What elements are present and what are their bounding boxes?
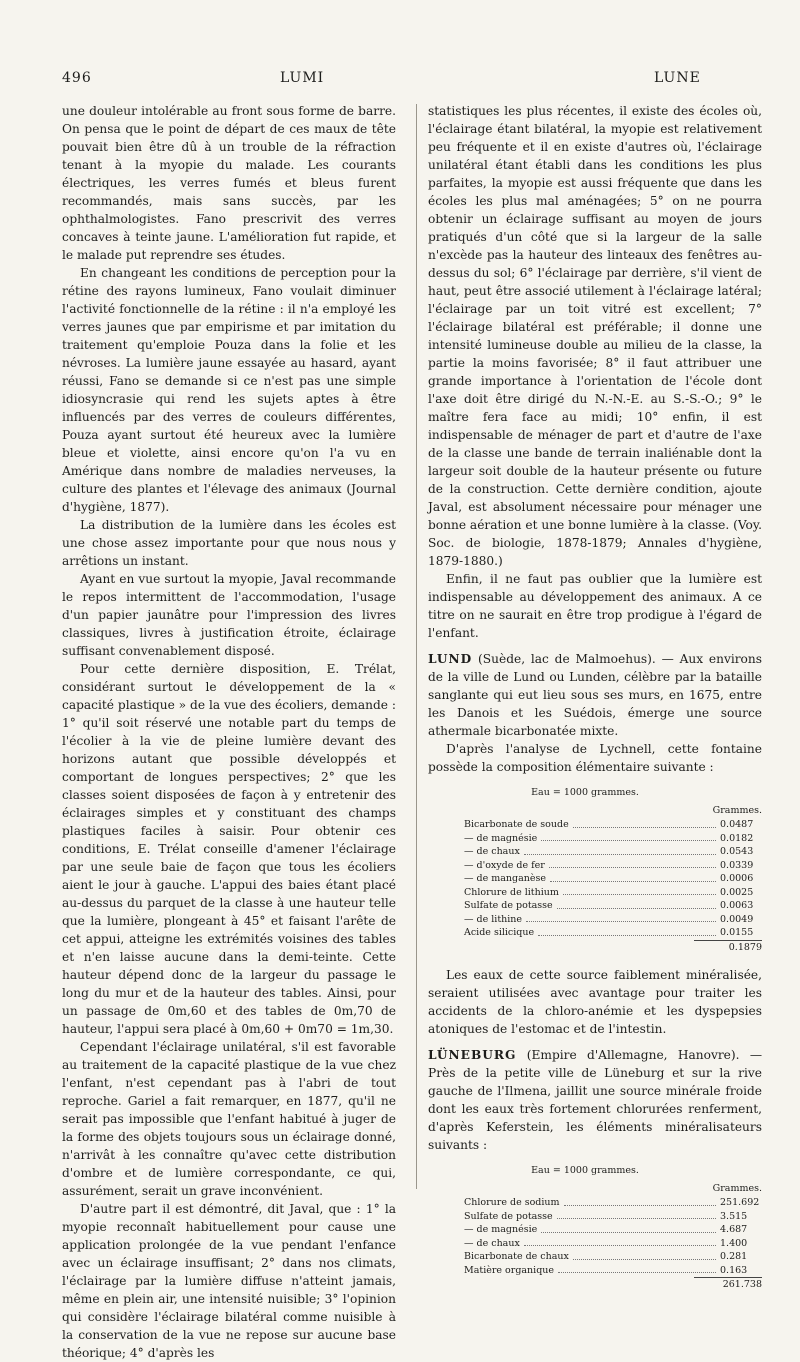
row-label: — de chaux xyxy=(464,1237,520,1249)
leader-dots xyxy=(573,818,716,828)
row-label: Sulfate de potasse xyxy=(464,900,553,911)
paragraph: Enfin, il ne faut pas oublier que la lumière est indispensable au développement des animaux. A ce titre on ne saurait en être trop prodigue à l'égard de l'enfant. xyxy=(428,572,762,640)
leader-dots xyxy=(563,886,716,896)
entry-lund xyxy=(428,650,762,740)
paragraph: statistiques les plus récentes, il existe des écoles où, l'éclairage étant bilatéral, la myopie est relativement peu fréquente et il en existe d'autres où, l'éclairage unilatéral étant établi dans les conditions les plus parfaites, la myopie est aussi fréquente que dans les écoles les plus mal aménagées; 5° on ne pourra obtenir un éclairage suffisant au moyen de jours pratiqués d'un côté que si la largeur de la salle n'excède pas la hauteur des linteaux des fenêtres au-dessus du sol; 6° l'éclairage par derrière, s'il vient de haut, peut être associé utilement à l'éclairage latéral; l'éclairage par un toit vitré est excellent; 7° l'éclairage bilatéral est préférable; il donne une intensité lumineuse double au milieu de la classe, la partie la moins favorisée; 8° il faut attribuer une grande importance à l'orientation de l'école dont l'axe doit être dirigé du N.-N.-E. au S.-S.-O.; 9° le maître fera face au midi; 10° enfin, il est indispensable de ménager de part et d'autre de l'axe de la classe une bande de terrain inaliénable dont la largeur soit double de la hauteur présente ou future de la construction. Cette dernière condition, ajoute Javal, est absolument nécessaire pour ménager une bonne aération et une bonne lumière à la classe. (Voy. Soc. de biologie, 1878-1879; Annales d'hygiène, 1879-1880.) xyxy=(428,104,762,568)
row-value: 0.0182 xyxy=(720,832,754,844)
leader-dots xyxy=(538,926,716,936)
table-row xyxy=(428,845,762,859)
table-row xyxy=(428,899,762,913)
left-column xyxy=(62,102,396,1362)
table-row xyxy=(428,1210,762,1224)
leader-dots xyxy=(557,1210,716,1220)
row-label: Bicarbonate de chaux xyxy=(464,1251,569,1262)
entry-luneburg xyxy=(428,1046,762,1154)
row-value: 3.515 xyxy=(720,1210,748,1222)
paragraph: Les eaux de cette source faiblement minéralisée, seraient utilisées avec avantage pour traiter les accidents de la chloro-anémie et les dyspepsies atoniques de l'estomac et de l'intestin. xyxy=(428,968,762,1036)
table-row xyxy=(428,872,762,886)
table-row xyxy=(428,1237,762,1251)
row-label: Bicarbonate de soude xyxy=(464,819,569,830)
row-label: — d'oxyde de fer xyxy=(464,859,545,871)
row-value: 0.0025 xyxy=(720,886,754,898)
table-caption: Eau = 1000 grammes. xyxy=(531,1165,639,1176)
leader-dots xyxy=(526,913,716,923)
table-total: 0.1879 xyxy=(694,940,762,955)
leader-dots xyxy=(549,859,716,869)
row-value: 0.0487 xyxy=(720,819,754,830)
row-label: — de manganèse xyxy=(464,873,547,884)
row-value: 4.687 xyxy=(720,1224,748,1235)
table-row xyxy=(428,1223,762,1237)
row-label: — de lithine xyxy=(464,913,523,925)
entry-text: (Suède, lac de Malmoehus). — Aux environs de la ville de Lund ou Lunden, célèbre par la bataille sanglante qui eut lieu sous ses murs, en 1675, entre les Danois et les Suédois, émerge une source athermale bicarbonatée mixte. xyxy=(428,652,762,738)
table-row xyxy=(428,926,762,940)
leader-dots xyxy=(541,1223,716,1233)
paragraph: La distribution de la lumière dans les écoles est une chose assez importante pour que nous nous y arrêtions un instant. xyxy=(62,518,396,568)
row-value: 0.0049 xyxy=(720,913,754,925)
paragraph: Cependant l'éclairage unilatéral, s'il est favorable au traitement de la capacité plastique de la vue chez l'enfant, n'est cependant pas à l'abri de tout reproche. Gariel a fait remarquer, en 1877, qu'il ne serait pas impossible que l'enfant habitué à juger de la forme des objets toujours sous un éclairage donné, n'arrivât à les connaître qu'avec cette distribution d'ombre et de lumière correspondante, ce qui, assurément, serait un grave inconvénient. xyxy=(62,1040,396,1198)
table-total: 261.738 xyxy=(694,1277,762,1292)
row-value: 0.0155 xyxy=(720,927,754,938)
table-row xyxy=(428,832,762,846)
table-row xyxy=(428,1250,762,1264)
row-value: 0.0543 xyxy=(720,846,754,857)
row-label: — de magnésie xyxy=(464,1224,538,1235)
paragraph: D'après l'analyse de Lychnell, cette fontaine possède la composition élémentaire suivante : xyxy=(428,742,762,774)
row-label: Matière organique xyxy=(464,1264,555,1276)
composition-table-luneburg xyxy=(428,1164,762,1292)
composition-table-lund xyxy=(428,786,762,954)
row-label: — de magnésie xyxy=(464,832,538,844)
right-running-title: LUNE xyxy=(654,70,701,86)
table-unit: Grammes. xyxy=(712,1182,762,1194)
leader-dots xyxy=(541,832,716,842)
paragraph: Ayant en vue surtout la myopie, Javal recommande le repos intermittent de l'accommodation, l'usage d'un papier jaunâtre pour l'impression des livres classiques, livres à justification étroite, éclairage suffisant convenablement disposé. xyxy=(62,572,396,658)
row-label: Chlorure de lithium xyxy=(464,886,559,898)
paragraph: En changeant les conditions de perception pour la rétine des rayons lumineux, Fano voulait diminuer l'activité fonctionnelle de la rétine : il n'a employé les verres jaunes que par empirisme et par imitation du traitement qu'emploie Pouza dans la folie et les névroses. La lumière jaune essayée au hasard, ayant réussi, Fano se demande si ce n'est pas une simple idiosyncrasie qui rend les sujets aptes à être influencés par des verres de couleurs différentes, Pouza ayant surtout été heureux avec la lumière bleue et violette, ainsi encore qu'on l'a vu en Amérique dans nombre de maladies nerveuses, la culture des plantes et l'élevage des animaux (Journal d'hygiène, 1877). xyxy=(62,266,396,514)
leader-dots xyxy=(524,845,716,855)
row-label: Sulfate de potasse xyxy=(464,1210,553,1222)
row-label: Acide silicique xyxy=(464,927,535,938)
row-value: 0.0339 xyxy=(720,859,754,871)
entry-headword: LUND xyxy=(428,652,473,666)
left-running-title: LUMI xyxy=(280,70,325,86)
row-value: 0.281 xyxy=(720,1251,748,1262)
paragraph: D'autre part il est démontré, dit Javal, que : 1° la myopie reconnaît habituellement pour cause une application prolongée de la vue pendant l'enfance avec un éclairage insuffisant; 2° dans nos climats, l'éclairage par la lumière diffuse n'atteint jamais, même en plein air, une intensité nuisible; 3° l'opinion qui considère l'éclairage bilatéral comme nuisible à la conservation de la vue ne repose sur aucune base théorique; 4° d'après les xyxy=(62,1202,396,1360)
leader-dots xyxy=(573,1250,716,1260)
right-column xyxy=(428,102,762,1304)
row-value: 1.400 xyxy=(720,1237,748,1249)
table-row xyxy=(428,886,762,900)
table-unit: Grammes. xyxy=(712,804,762,816)
leader-dots xyxy=(557,899,716,909)
leader-dots xyxy=(524,1237,716,1247)
entry-text: (Empire d'Allemagne, Hanovre). — Près de la petite ville de Lüneburg et sur la rive gauche de l'Ilmena, jaillit une source minérale froide dont les eaux très fortement chlorurées renferment, d'après Keferstein, les éléments minéralisateurs suivants : xyxy=(428,1048,763,1152)
row-value: 0.0006 xyxy=(720,873,754,884)
table-row xyxy=(428,1264,762,1278)
column-divider xyxy=(416,104,417,1189)
leader-dots xyxy=(564,1196,716,1206)
leader-dots xyxy=(558,1264,716,1274)
page-header xyxy=(62,70,760,90)
table-caption: Eau = 1000 grammes. xyxy=(531,787,639,798)
entry-headword: LÜNEBURG xyxy=(428,1048,517,1062)
table-row xyxy=(428,913,762,927)
row-value: 0.0063 xyxy=(720,900,754,911)
row-label: Chlorure de sodium xyxy=(464,1197,560,1208)
row-value: 251.692 xyxy=(720,1197,760,1208)
paragraph: une douleur intolérable au front sous forme de barre. On pensa que le point de départ de ces maux de tête pouvait bien être dû à un trouble de la réfraction tenant à la myopie du malade. Les courants électriques, les verres fumés et bleus furent recommandés, mais sans succès, par les ophthalmologistes. Fano prescrivit des verres concaves à teinte jaune. L'amélioration fut rapide, et le malade put reprendre ses études. xyxy=(62,104,396,262)
row-value: 0.163 xyxy=(720,1264,748,1276)
table-row xyxy=(428,818,762,832)
table-row xyxy=(428,1196,762,1210)
table-row xyxy=(428,859,762,873)
paragraph: Pour cette dernière disposition, E. Trélat, considérant surtout le développement de la « capacité plastique » de la vue des écoliers, demande : 1° qu'il soit réservé une notable part du temps de l'écolier à la vie de pleine lumière devant des horizons autant que possible développés et comportant de longues perspectives; 2° que les classes soient disposées de façon à y entretenir des éclairages simples et y constituant des champs plastiques faciles à saisir. Pour obtenir ces conditions, E. Trélat conseille d'amener l'éclairage par une seule baie de façon que tous les écoliers aient le jour à gauche. L'appui des baies étant placé au-dessus du parquet de la classe à une hauteur telle que la lumière, plongeant à 45° et faisant l'arête de cet appui, atteigne les extrémités voisines des tables et n'en laisse aucune dans la demi-teinte. Cette hauteur dépend donc de la largeur du passage le long du mur et de la hauteur des tables. Ainsi, pour un passage de 0m,60 et des tables de 0m,70 de hauteur, l'appui sera placé à 0m,60 + 0m70 = 1m,30. xyxy=(62,662,396,1036)
page-number: 496 xyxy=(62,70,92,86)
row-label: — de chaux xyxy=(464,846,520,857)
leader-dots xyxy=(550,872,716,882)
